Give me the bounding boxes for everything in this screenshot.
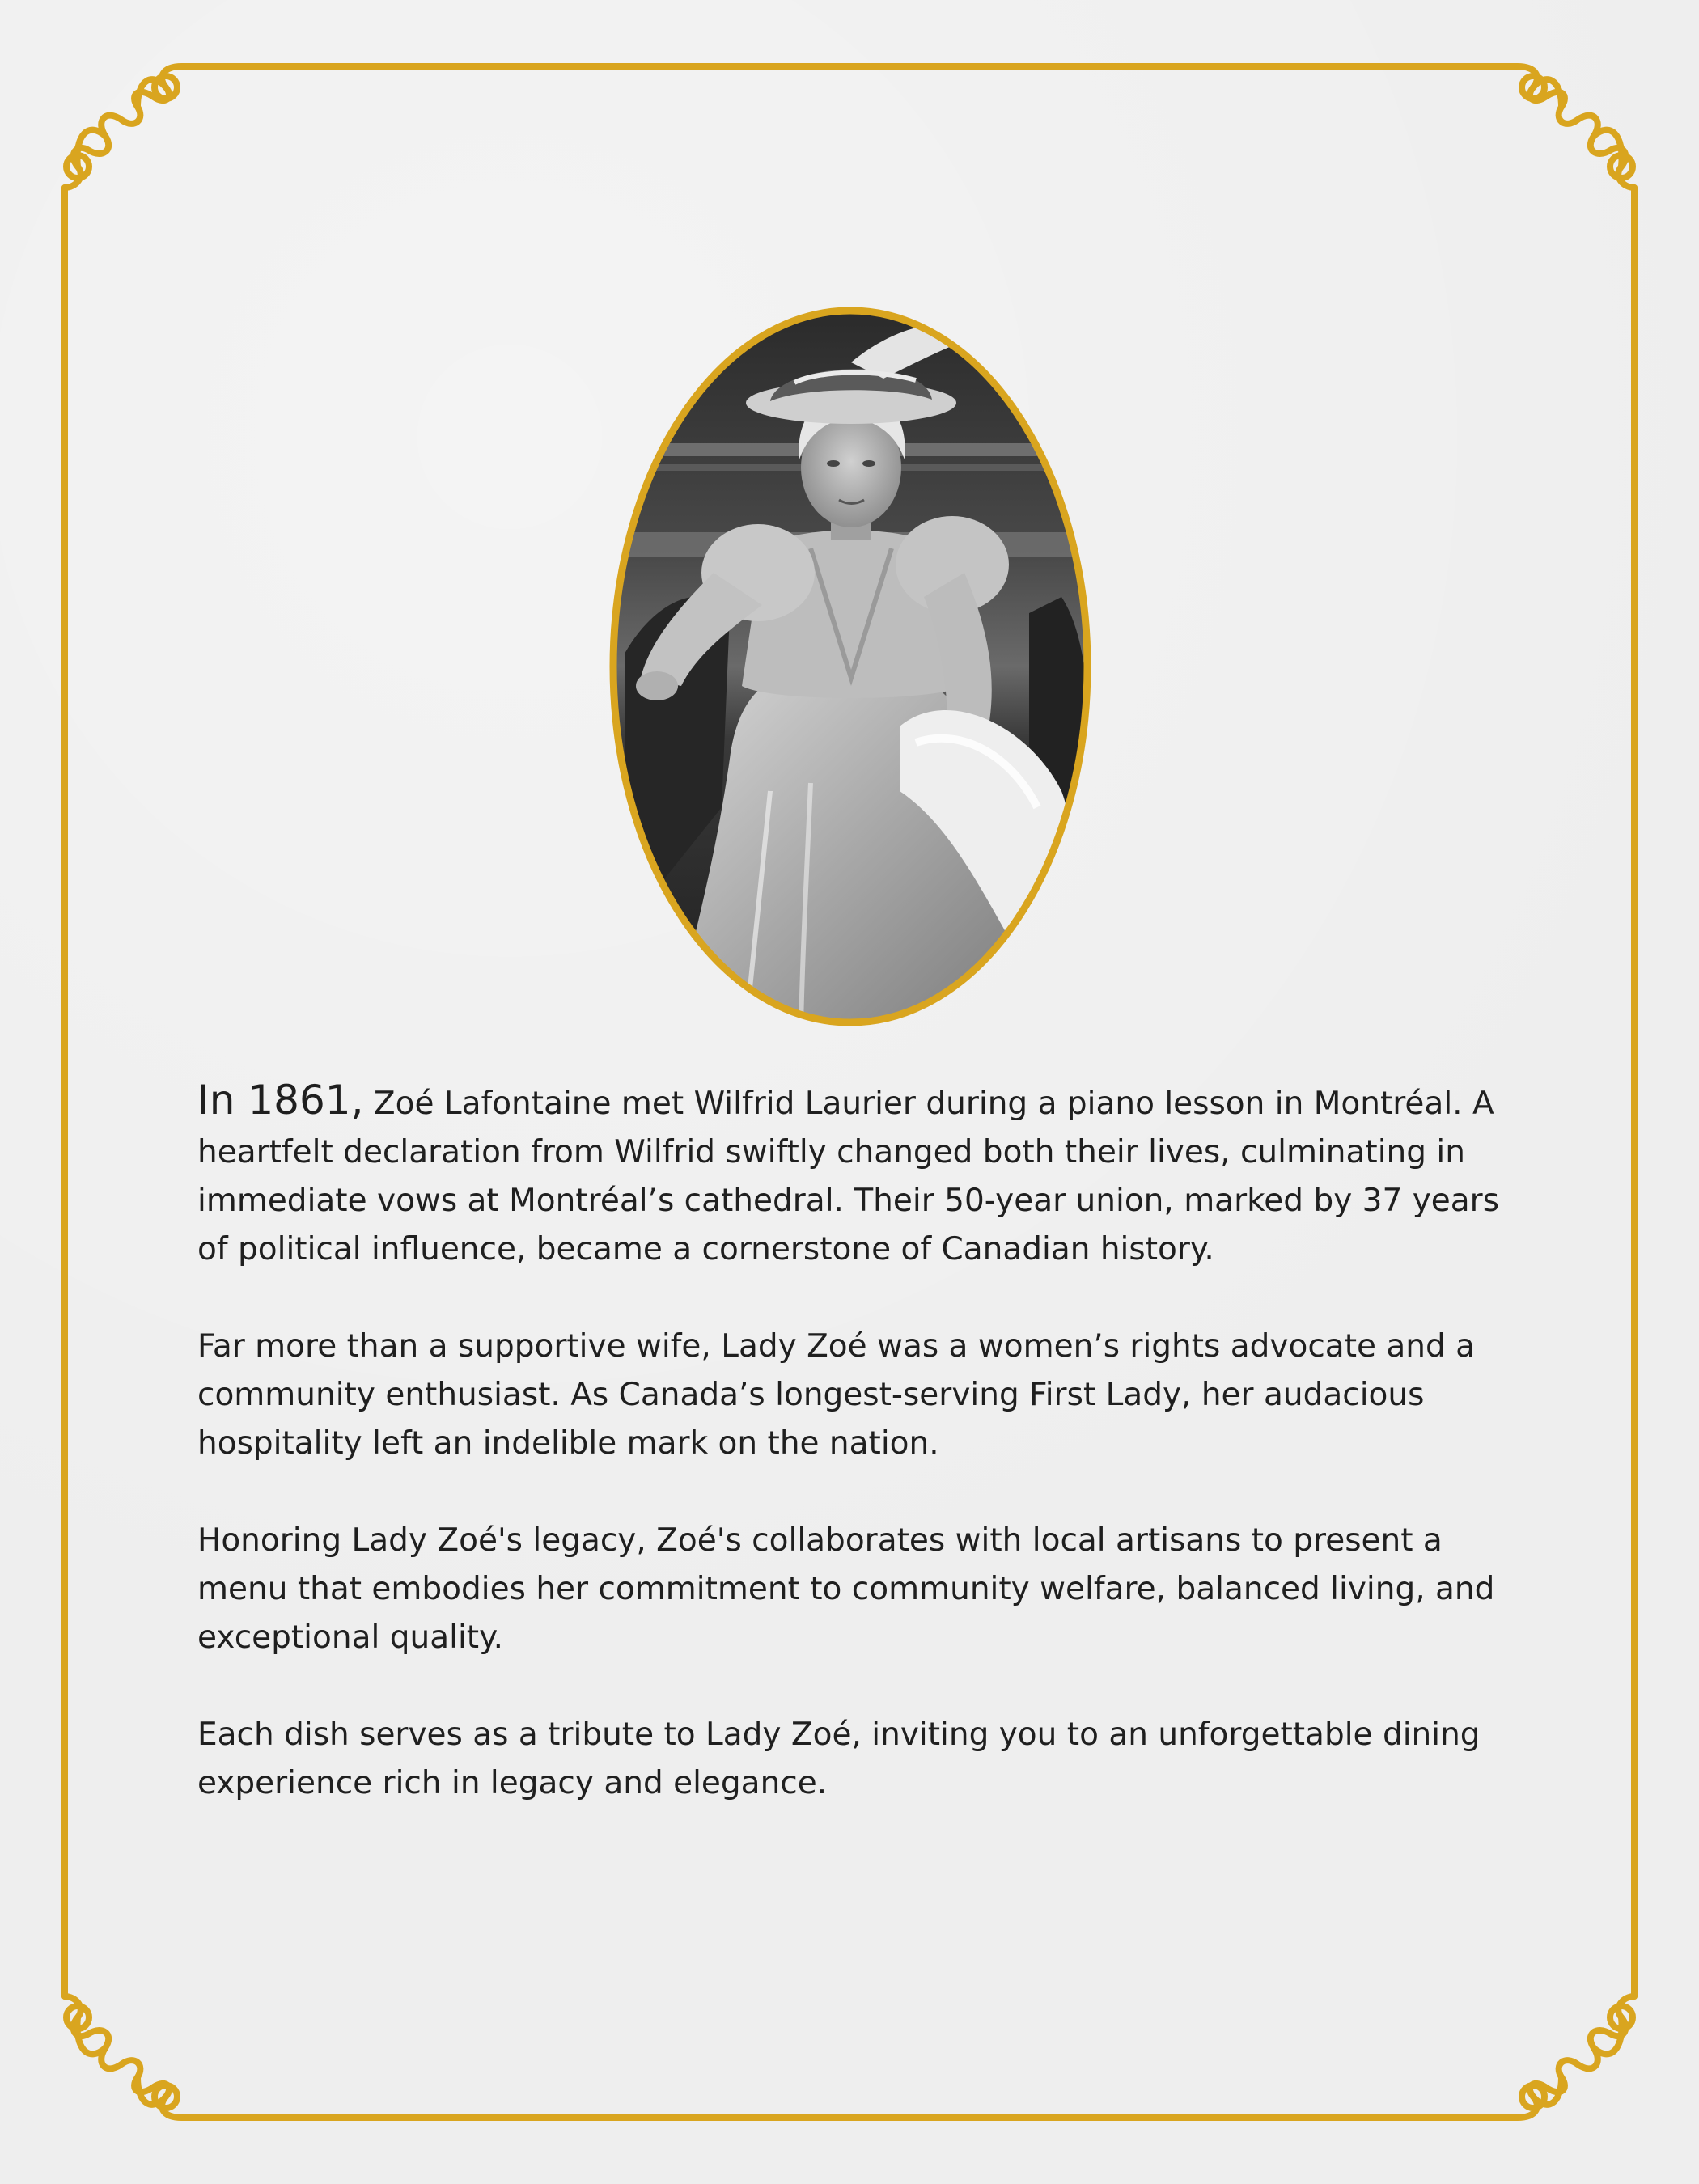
corner-ornament-top-left <box>65 66 182 188</box>
paragraph-legacy: Honoring Lady Zoé's legacy, Zoé's collaborates with local artisans to present a menu that embodies her commitment to community welfare, balanced living, and exceptional quality. <box>197 1522 1495 1656</box>
woman-portrait-photo <box>608 306 1092 1027</box>
corner-ornament-bottom-left <box>65 1996 182 2118</box>
intro-text: Zoé Lafontaine met Wilfrid Laurier during a piano lesson in Montréal. A heartfelt declaration from Wilfrid swiftly changed both their lives, culminating in immediate vows at Montréal’s cathedral. Their 50-year union, marked by 37 years of political influence, became a cornerstone of Canadian history. <box>197 1086 1500 1268</box>
intro-year: In 1861, <box>197 1077 364 1124</box>
paragraph-advocate: Far more than a supportive wife, Lady Zoé was a women’s rights advocate and a community enthusiast. As Canada’s longest-serving First Lady, her audacious hospitality left an indelible mark on the nation. <box>197 1328 1476 1462</box>
corner-ornament-top-right <box>1517 66 1634 188</box>
story-text <box>197 1076 1524 1856</box>
corner-ornament-bottom-right <box>1517 1996 1634 2118</box>
portrait-oval <box>608 306 1092 1027</box>
paragraph-intro <box>197 1076 1524 1274</box>
paragraph-tribute: Each dish serves as a tribute to Lady Zoé, inviting you to an unforgettable dining experience rich in legacy and elegance. <box>197 1716 1481 1801</box>
